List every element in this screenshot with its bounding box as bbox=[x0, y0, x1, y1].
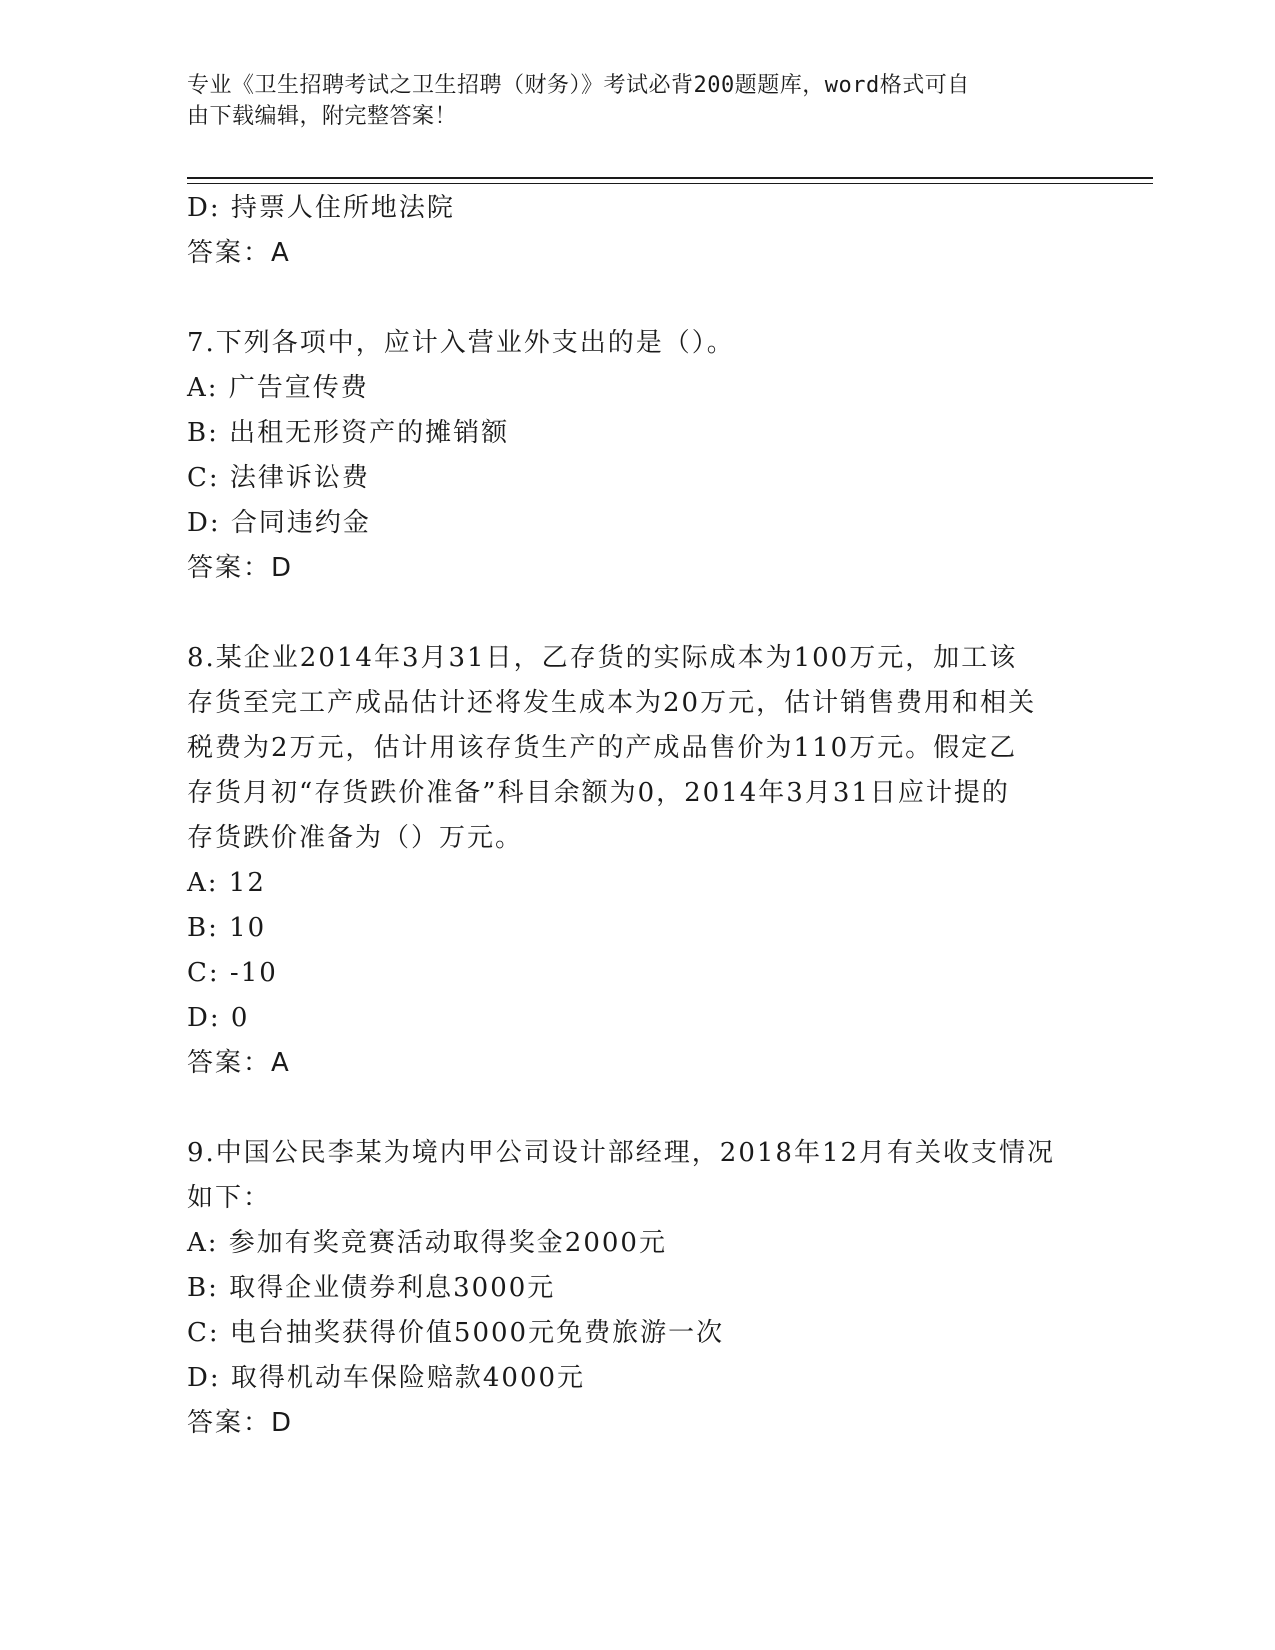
document-body bbox=[187, 186, 1087, 1446]
question-stem-line: 存货月初“存货跌价准备”科目余额为0，2014年3月31日应计提的 bbox=[187, 778, 1010, 808]
question-stem-line: 8.某企业2014年3月31日，乙存货的实际成本为100万元，加工该 bbox=[187, 643, 1018, 673]
answer-label: 答案：A bbox=[187, 1048, 291, 1078]
question-stem-line: 9.中国公民李某为境内甲公司设计部经理，2018年12月有关收支情况 bbox=[187, 1138, 1056, 1168]
option-a: A: 广告宣传费 bbox=[187, 373, 369, 403]
option-d: D: 合同违约金 bbox=[187, 508, 371, 538]
question-stem-line: 如下： bbox=[187, 1183, 272, 1213]
option-d: D: 持票人住所地法院 bbox=[187, 193, 455, 223]
option-b: B: 10 bbox=[187, 913, 267, 943]
question-8 bbox=[187, 636, 1087, 1086]
question-stem-line: 存货跌价准备为（）万元。 bbox=[187, 823, 524, 853]
question-stem: 7.下列各项中，应计入营业外支出的是（）。 bbox=[187, 328, 735, 358]
question-stem-line: 税费为2万元，估计用该存货生产的产成品售价为110万元。假定乙 bbox=[187, 733, 1018, 763]
answer-label: 答案：A bbox=[187, 238, 291, 268]
option-b: B: 取得企业债券利息3000元 bbox=[187, 1273, 556, 1303]
option-c: C: -10 bbox=[187, 958, 278, 988]
spacer bbox=[187, 591, 1087, 636]
header-rule-thick bbox=[187, 177, 1153, 179]
question-6-tail bbox=[187, 186, 1087, 276]
question-stem-line: 存货至完工产成品估计还将发生成本为20万元，估计销售费用和相关 bbox=[187, 688, 1037, 718]
answer-label: 答案：D bbox=[187, 553, 294, 583]
header-line-2: 由下载编辑，附完整答案！ bbox=[187, 104, 458, 129]
page-header bbox=[187, 70, 1067, 132]
question-7 bbox=[187, 321, 1087, 591]
question-9 bbox=[187, 1131, 1087, 1446]
option-c: C: 电台抽奖获得价值5000元免费旅游一次 bbox=[187, 1318, 725, 1348]
header-line-1: 专业《卫生招聘考试之卫生招聘（财务）》考试必背200题题库，word格式可自 bbox=[187, 73, 970, 98]
spacer bbox=[187, 1086, 1087, 1131]
spacer bbox=[187, 276, 1087, 321]
header-rule-thin bbox=[187, 183, 1153, 184]
option-a: A: 12 bbox=[187, 868, 266, 898]
option-d: D: 0 bbox=[187, 1003, 250, 1033]
option-c: C: 法律诉讼费 bbox=[187, 463, 370, 493]
option-b: B: 出租无形资产的摊销额 bbox=[187, 418, 510, 448]
answer-label: 答案：D bbox=[187, 1408, 294, 1438]
option-d: D: 取得机动车保险赔款4000元 bbox=[187, 1363, 586, 1393]
option-a: A: 参加有奖竞赛活动取得奖金2000元 bbox=[187, 1228, 667, 1258]
